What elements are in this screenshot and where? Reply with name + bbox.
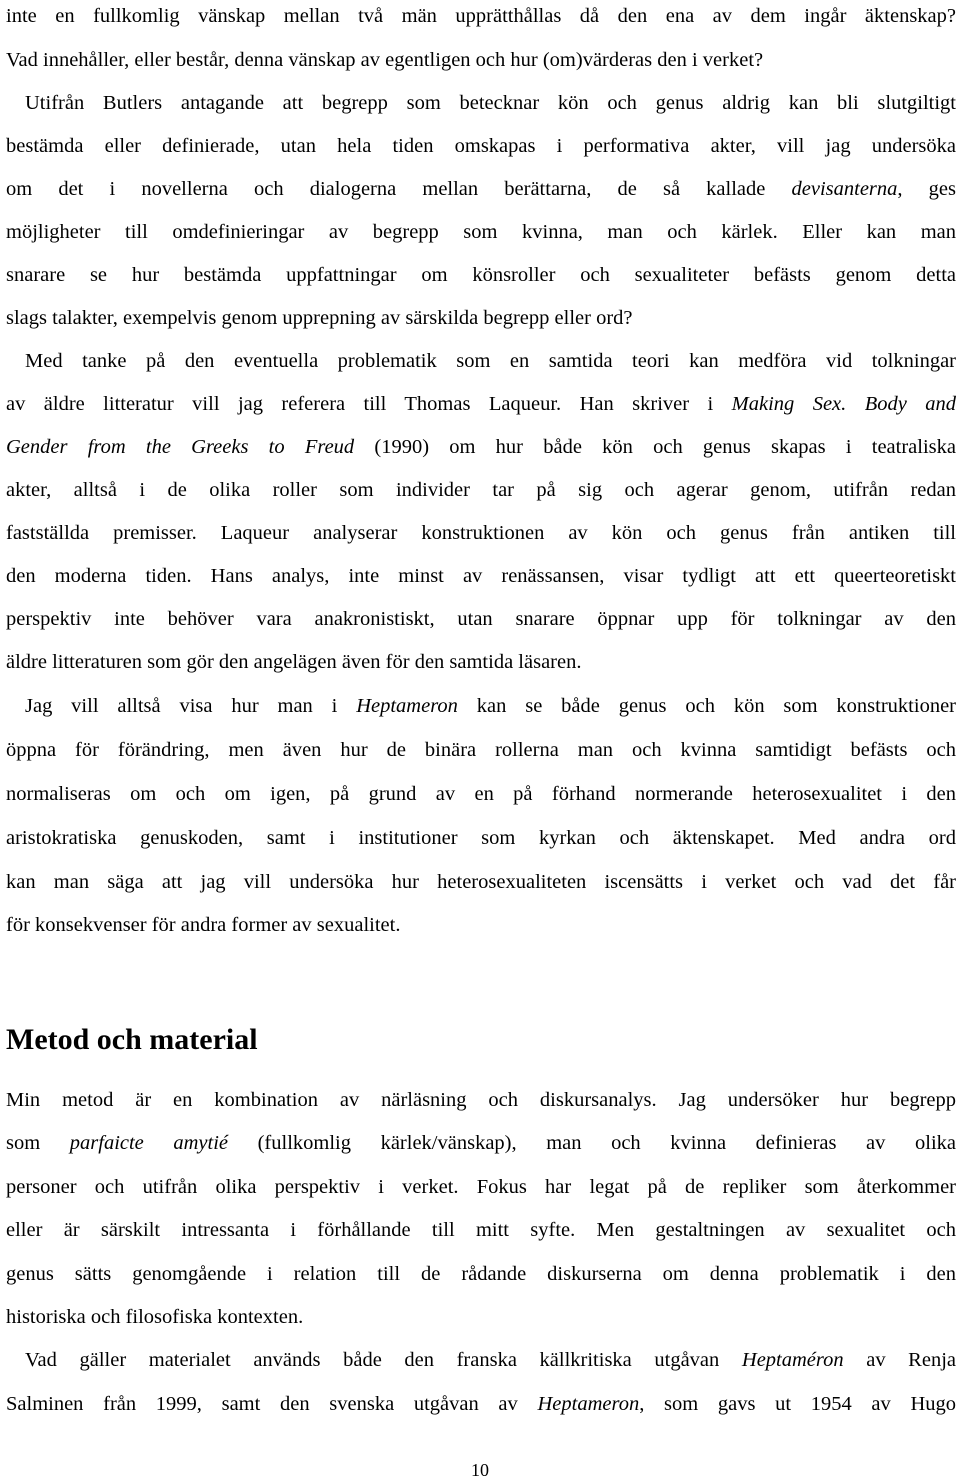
text-line: eller är särskilt intressanta i förhållande till mitt syfte. Men gestaltningen av sexualitet och xyxy=(6,1219,956,1241)
text-line: fastställda premisser. Laqueur analyserar konstruktionen av kön och genus från antiken till xyxy=(6,522,956,544)
text-line: bestämda eller definierade, utan hela tiden omskapas i performativa akter, vill jag undersöka xyxy=(6,135,956,157)
text-line xyxy=(25,1348,956,1372)
text-line: historiska och filosofiska kontexten. xyxy=(6,1306,304,1328)
text-line: öppna för förändring, men även hur de binära rollerna man och kvinna samtidigt befästs och xyxy=(6,739,956,761)
text-run: , som gavs ut 1954 av Hugo xyxy=(639,1393,956,1415)
text-line xyxy=(6,177,956,201)
text-line: normaliseras om och om igen, på grund av en på förhand normerande heterosexualitet i den xyxy=(6,783,956,805)
text-line xyxy=(6,1131,956,1155)
text-line: för konsekvenser för andra former av sexualitet. xyxy=(6,914,401,936)
text-line xyxy=(25,694,956,718)
text-run: Salminen från 1999, samt den svenska utgåvan av xyxy=(6,1393,538,1415)
text-line xyxy=(6,435,956,459)
text-line: Min metod är en kombination av närläsning och diskursanalys. Jag undersöker hur begrepp xyxy=(6,1089,956,1111)
text-line: slags talakter, exempelvis genom upprepning av särskilda begrepp eller ord? xyxy=(6,307,633,329)
text-line: Utifrån Butlers antagande att begrepp som betecknar kön och genus aldrig kan bli slutgiltigt xyxy=(25,92,956,114)
italic-title: Heptameron xyxy=(356,695,458,717)
italic-term: devisanterna xyxy=(791,178,898,200)
text-run: (1990) om hur både kön och genus skapas i teatraliska xyxy=(354,436,956,458)
italic-term: parfaicte amytié xyxy=(69,1132,229,1154)
section-heading: Metod och material xyxy=(6,1023,258,1056)
text-run: , ges xyxy=(897,178,956,200)
page-number: 10 xyxy=(471,1460,489,1480)
text-line: Vad innehåller, eller består, denna vänskap av egentligen och hur (om)värderas den i verket? xyxy=(6,49,764,71)
italic-title: Heptameron xyxy=(537,1393,640,1415)
text-line xyxy=(6,392,956,416)
text-line: snarare se hur bestämda uppfattningar om könsroller och sexualiteter befästs genom detta xyxy=(6,264,956,286)
text-line: personer och utifrån olika perspektiv i verket. Fokus har legat på de repliker som återkommer xyxy=(6,1176,956,1198)
text-line: inte en fullkomlig vänskap mellan två män upprätthållas då den ena av dem ingår äktenskap? xyxy=(6,5,956,27)
text-line: den moderna tiden. Hans analys, inte minst av renässansen, visar tydligt att ett queerteoretiskt xyxy=(6,565,956,587)
text-run: kan se både genus och kön som konstruktioner xyxy=(457,695,956,717)
text-line: perspektiv inte behöver vara anakronistiskt, utan snarare öppnar upp för tolkningar av den xyxy=(6,608,956,630)
text-line: aristokratiska genuskoden, samt i institutioner som kyrkan och äktenskapet. Med andra ord xyxy=(6,827,956,849)
text-run: (fullkomlig kärlek/vänskap), man och kvinna definieras av olika xyxy=(228,1132,956,1154)
italic-title: Gender from the Greeks to Freud xyxy=(6,436,355,458)
text-run: Vad gäller materialet används både den franska källkritiska utgåvan xyxy=(25,1349,742,1371)
text-line xyxy=(6,1392,956,1416)
text-line: kan man säga att jag vill undersöka hur heterosexualiteten iscensätts i verket och vad det får xyxy=(6,871,956,893)
text-line: genus sätts genomgående i relation till de rådande diskurserna om denna problematik i den xyxy=(6,1263,956,1285)
text-run: som xyxy=(6,1132,70,1154)
italic-title: Heptaméron xyxy=(741,1349,844,1371)
text-run: om det i novellerna och dialogerna mellan berättarna, de så kallade xyxy=(6,178,792,200)
text-run: Jag vill alltså visa hur man i xyxy=(25,695,357,717)
text-run: av äldre litteratur vill jag referera till Thomas Laqueur. Han skriver i xyxy=(6,393,732,415)
text-line: akter, alltså i de olika roller som individer tar på sig och agerar genom, utifrån redan xyxy=(6,479,956,501)
text-line: Med tanke på den eventuella problematik som en samtida teori kan medföra vid tolkningar xyxy=(25,350,956,372)
text-run: av Renja xyxy=(843,1349,956,1371)
text-line: möjligheter till omdefinieringar av begrepp som kvinna, man och kärlek. Eller kan man xyxy=(6,221,956,243)
italic-title: Making Sex. Body and xyxy=(731,393,956,415)
text-line: äldre litteraturen som gör den angelägen även för den samtida läsaren. xyxy=(6,651,582,673)
